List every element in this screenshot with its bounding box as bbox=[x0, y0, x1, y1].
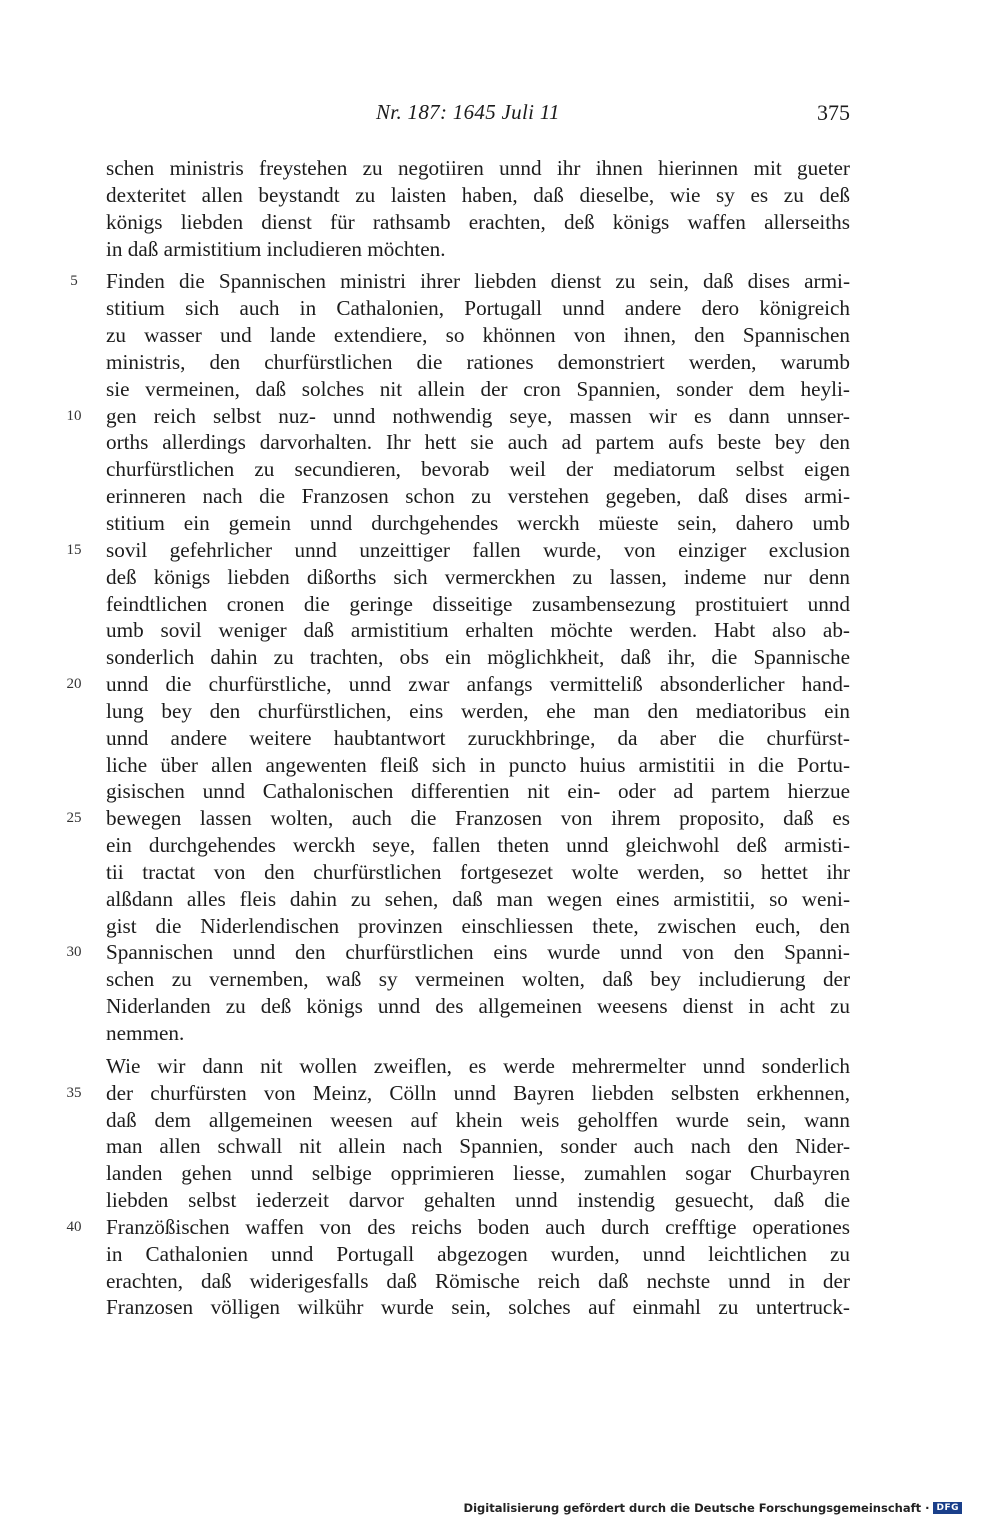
text-line bbox=[106, 752, 850, 779]
text-line bbox=[106, 698, 850, 725]
text-line bbox=[106, 376, 850, 403]
line-text: königs liebden dienst für rathsamb erachten, deß königs waffen allerseiths bbox=[106, 209, 850, 234]
line-text: umb sovil weniger daß armistitium erhalten möchte werden. Habt also ab- bbox=[106, 618, 850, 643]
text-line bbox=[106, 1241, 850, 1268]
line-text: erinneren nach die Franzosen schon zu verstehen gegeben, daß dises armi- bbox=[106, 484, 850, 509]
text-line bbox=[66, 403, 850, 430]
line-text: unnd andere weitere haubtantwort zuruckhbringe, da aber die churfürst- bbox=[106, 725, 850, 750]
text-line bbox=[70, 268, 850, 295]
line-text: Finden die Spannischen ministri ihrer liebden dienst zu sein, daß dises armi- bbox=[106, 269, 850, 294]
line-text: liche über allen angewenten fleiß sich in puncto huius armistitii in die Portu- bbox=[106, 752, 850, 777]
line-text: gist die Niderlendischen provinzen einschliessen thete, zwischen euch, den bbox=[106, 913, 850, 938]
line-text: liebden selbst iederzeit darvor gehalten unnd instendig gesuecht, daß die bbox=[106, 1188, 850, 1213]
text-line bbox=[106, 1133, 850, 1160]
line-text: in daß armistitium includieren möchten. bbox=[106, 236, 446, 261]
text-line bbox=[106, 725, 850, 752]
line-text: gisischen unnd Cathalonischen differentien nit ein- oder ad partem hierzue bbox=[106, 779, 850, 804]
text-line bbox=[106, 429, 850, 456]
text-line bbox=[106, 644, 850, 671]
text-line bbox=[66, 805, 850, 832]
line-text: lung bey den churfürstlichen, eins werden, ehe man den mediatoribus ein bbox=[106, 698, 850, 723]
line-text: deß königs liebden dißorths sich vermerckhen zu lassen, indeme nur denn bbox=[106, 564, 850, 589]
text-line bbox=[106, 1160, 850, 1187]
text-line bbox=[106, 1187, 850, 1214]
line-number: 20 bbox=[66, 676, 82, 693]
text-line bbox=[66, 537, 850, 564]
line-text: zu wasser und lande extendiere, so khönnen von ihnen, den Spannischen bbox=[106, 323, 850, 348]
dfg-logo: DFG bbox=[933, 1502, 962, 1514]
text-line bbox=[106, 1107, 850, 1134]
text-line bbox=[106, 564, 850, 591]
line-text: ministris, den churfürstlichen die rationes demonstriert werden, warumb bbox=[106, 349, 850, 374]
text-line bbox=[106, 483, 850, 510]
text-line bbox=[66, 1080, 850, 1107]
page-header bbox=[106, 100, 850, 132]
body-text bbox=[66, 155, 850, 1321]
text-line bbox=[106, 617, 850, 644]
text-line bbox=[106, 886, 850, 913]
line-text: stitium sich auch in Cathalonien, Portugall unnd andere dero königreich bbox=[106, 296, 850, 321]
line-text: Wie wir dann nit wollen zweiflen, es werde mehrermelter unnd sonderlich bbox=[106, 1053, 850, 1078]
text-line bbox=[66, 671, 850, 698]
text-line bbox=[106, 295, 850, 322]
line-text: man allen schwall nit allein nach Spannien, sonder auch nach den Nider- bbox=[106, 1134, 850, 1159]
line-number: 40 bbox=[66, 1218, 82, 1235]
line-text: sovil gefehrlicher unnd unzeittiger fallen wurde, von einziger exclusion bbox=[106, 537, 850, 562]
running-title: Nr. 187: 1645 Juli 11 bbox=[376, 100, 560, 124]
line-text: dexteritet allen beystandt zu laisten haben, daß dieselbe, wie sy es zu deß bbox=[106, 182, 850, 207]
line-text: schen ministris freystehen zu negotiiren unnd ihr ihnen hierinnen mit gueter bbox=[106, 156, 850, 180]
line-number: 10 bbox=[66, 407, 82, 424]
line-text: Franzosen völligen wilkühr wurde sein, solches auf einmahl zu untertruck- bbox=[106, 1295, 850, 1320]
text-line bbox=[106, 832, 850, 859]
line-text: tii tractat von den churfürstlichen fortgesezet wolte werden, so hettet ihr bbox=[106, 859, 850, 884]
line-text: daß dem allgemeinen weesen auf khein weis geholffen wurde sein, wann bbox=[106, 1107, 850, 1132]
line-text: gen reich selbst nuz- unnd nothwendig seye, massen wir es dann unnser- bbox=[106, 403, 850, 428]
line-number: 5 bbox=[70, 273, 78, 290]
line-text: Spannischen unnd den churfürstlichen eins wurde unnd von den Spanni- bbox=[106, 940, 850, 965]
text-line bbox=[106, 510, 850, 537]
text-line bbox=[106, 778, 850, 805]
line-text: bewegen lassen wolten, auch die Franzosen von ihrem proposito, daß es bbox=[106, 806, 850, 831]
line-text: der churfürsten von Meinz, Cölln unnd Bayren liebden selbsten erkhennen, bbox=[106, 1080, 850, 1105]
text-line bbox=[106, 1268, 850, 1295]
text-line bbox=[106, 993, 850, 1020]
page-number: 375 bbox=[817, 100, 850, 125]
line-text: sie vermeinen, daß solches nit allein der cron Spannien, sonder dem heyli- bbox=[106, 376, 850, 401]
line-text: alßdann alles fleis dahin zu sehen, daß man wegen eines armistitii, so weni- bbox=[106, 886, 850, 911]
line-number: 30 bbox=[66, 944, 82, 961]
text-line bbox=[106, 1294, 850, 1321]
text-line bbox=[106, 1053, 850, 1080]
line-text: in Cathalonien unnd Portugall abgezogen wurden, unnd leichtlichen zu bbox=[106, 1241, 850, 1266]
line-text: landen gehen unnd selbige opprimieren liesse, zumahlen sogar Churbayren bbox=[106, 1161, 850, 1186]
line-text: schen zu vernemben, waß sy vermeinen wolten, daß bey includierung der bbox=[106, 967, 850, 992]
text-line bbox=[106, 349, 850, 376]
line-text: ein durchgehendes werckh seye, fallen theten unnd gleichwohl deß armisti- bbox=[106, 833, 850, 858]
line-text: erachten, daß widerigesfalls daß Römische reich daß nechste unnd in der bbox=[106, 1268, 850, 1293]
line-text: nemmen. bbox=[106, 1021, 185, 1045]
text-line bbox=[106, 591, 850, 618]
text-line bbox=[106, 155, 850, 182]
line-text: orths allerdings darvorhalten. Ihr hett sie auch ad partem aufs beste bey den bbox=[106, 430, 850, 455]
line-number: 25 bbox=[66, 810, 82, 827]
text-line bbox=[106, 209, 850, 236]
line-text: unnd die churfürstliche, unnd zwar anfangs vermitteliß absonderlicher hand- bbox=[106, 672, 850, 697]
text-line bbox=[106, 182, 850, 209]
digitization-credit bbox=[464, 1501, 962, 1515]
line-text: Niderlanden zu deß königs unnd des allgemeinen weesens dienst in acht zu bbox=[106, 994, 850, 1019]
line-text: Franzößischen waffen von des reichs boden auch durch crefftige operationes bbox=[106, 1214, 850, 1239]
text-line bbox=[106, 859, 850, 886]
line-text: feindtlichen cronen die geringe disseitige zusambensezung prostituiert unnd bbox=[106, 591, 850, 616]
line-number: 15 bbox=[66, 541, 82, 558]
text-line bbox=[106, 322, 850, 349]
text-line bbox=[66, 1214, 850, 1241]
text-line bbox=[66, 939, 850, 966]
line-text: sonderlich dahin zu trachten, obs ein möglichkheit, daß ihr, die Spannische bbox=[106, 645, 850, 670]
line-text: stitium ein gemein unnd durchgehendes werckh müeste sein, dahero umb bbox=[106, 510, 850, 535]
text-line bbox=[106, 966, 850, 993]
credit-text: Digitalisierung gefördert durch die Deutsche Forschungsgemeinschaft · bbox=[463, 1501, 930, 1515]
text-line bbox=[106, 456, 850, 483]
text-line bbox=[106, 913, 850, 940]
text-line bbox=[106, 236, 850, 263]
text-line bbox=[106, 1020, 850, 1047]
line-number: 35 bbox=[66, 1084, 82, 1101]
line-text: churfürstlichen zu secundieren, bevorab weil der mediatorum selbst eigen bbox=[106, 457, 850, 482]
